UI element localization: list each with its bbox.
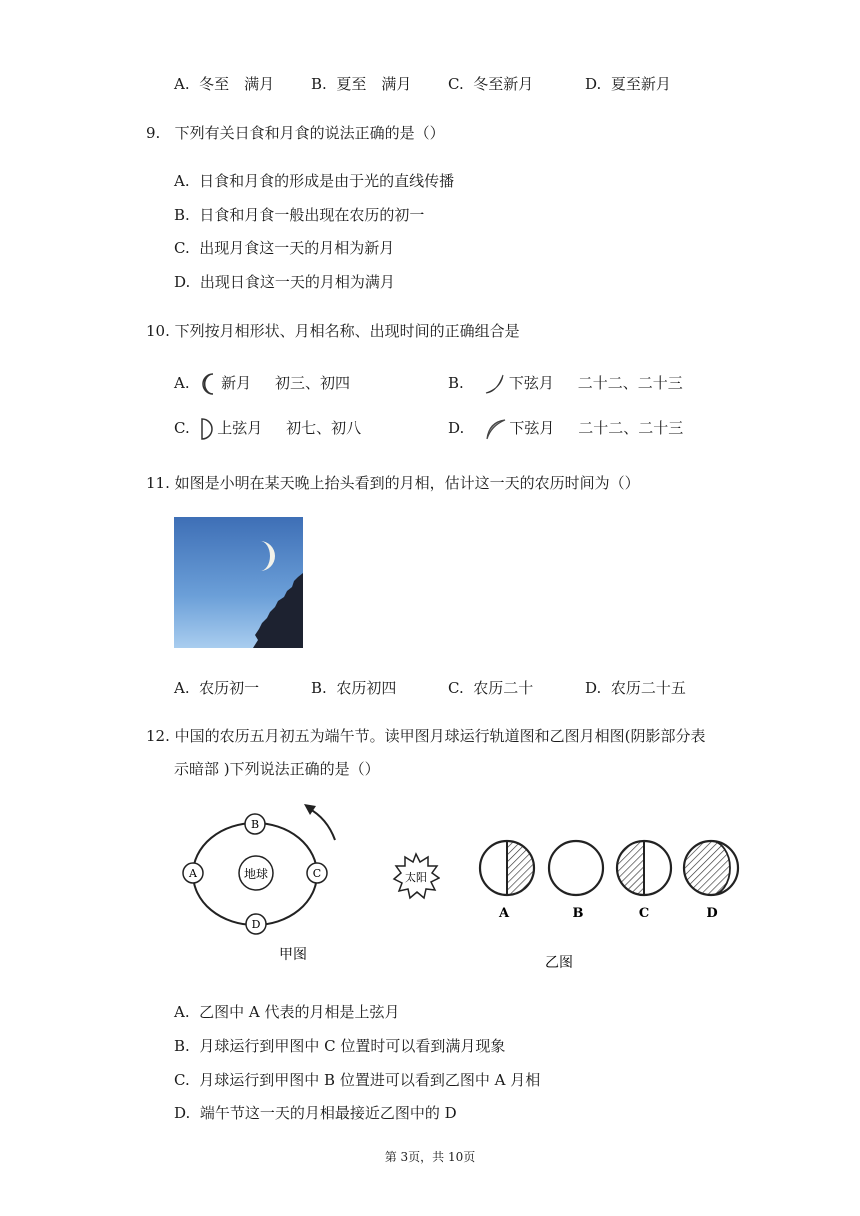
q12-option-b: B. 月球运行到甲图中 C 位置时可以看到满月现象 <box>174 1037 506 1055</box>
orbit-position-a <box>183 863 203 883</box>
q9-option-b: B. 日食和月食一般出现在农历的初一 <box>174 206 425 224</box>
q8-option-b: B. 夏至 满月 <box>311 75 412 93</box>
q12-stem-line1: 12. 中国的农历五月初五为端午节。读甲图月球运行轨道图和乙图月相图(阴影部分表 <box>146 727 706 745</box>
q12-option-d: D. 端午节这一天的月相最接近乙图中的 D <box>174 1104 457 1122</box>
svg-text:地球: 地球 <box>243 867 269 881</box>
earth <box>239 856 273 890</box>
half-moon-icon <box>199 417 215 441</box>
q10-option-b: B. 下弦月 二十二、二十三 <box>448 372 683 396</box>
phase-label-d: D <box>706 906 718 921</box>
phase-label-b: B <box>572 906 584 921</box>
q9-option-d: D. 出现日食这一天的月相为满月 <box>174 273 395 291</box>
q8-option-a: A. 冬至 满月 <box>174 75 275 93</box>
phase-c <box>617 841 671 895</box>
svg-text:D: D <box>251 918 261 931</box>
q10-option-a: A. 新月 初三、初四 <box>174 372 350 396</box>
orbit-figure <box>172 800 372 970</box>
svg-text:A: A <box>189 867 197 880</box>
q12-option-a: A. 乙图中 A 代表的月相是上弦月 <box>174 1003 400 1021</box>
orbit-position-d <box>246 914 266 934</box>
moon-phase-figure <box>470 835 750 975</box>
waning-crescent-icon <box>483 372 507 396</box>
phase-label-a: A <box>498 906 510 921</box>
q11-option-b: B. 农历初四 <box>311 679 397 697</box>
q12-stem-line2: 示暗部 )下列说法正确的是（） <box>174 760 380 778</box>
crescent-moon-icon <box>199 372 219 396</box>
phase-label-c: C <box>638 906 650 921</box>
orbit-position-c <box>307 863 327 883</box>
q10-option-c: C. 上弦月 初七、初八 <box>174 417 361 441</box>
q12-option-c: C. 月球运行到甲图中 B 位置进可以看到乙图中 A 月相 <box>174 1071 541 1089</box>
q11-stem: 11. 如图是小明在某天晚上抬头看到的月相，估计这一天的农历时间为（） <box>146 474 640 492</box>
q8-option-d: D. 夏至新月 <box>585 75 671 93</box>
q11-option-a: A. 农历初一 <box>174 679 260 697</box>
q9-option-c: C. 出现月食这一天的月相为新月 <box>174 239 395 257</box>
sun-label: 太阳 <box>405 871 427 884</box>
svg-text:C: C <box>312 867 322 880</box>
q11-option-d: D. 农历二十五 <box>585 679 686 697</box>
q8-option-c: C. 冬至新月 <box>448 75 534 93</box>
phase-a <box>480 841 534 895</box>
q10-option-d: D. 下弦月 二十二、二十三 <box>448 417 683 441</box>
figure-yi-caption: 乙图 <box>545 955 573 971</box>
q11-option-c: C. 农历二十 <box>448 679 534 697</box>
phase-b <box>549 841 603 895</box>
orbit-position-b <box>245 814 265 834</box>
crescent-moon-icon <box>483 417 507 441</box>
phase-d <box>684 841 738 895</box>
svg-text:B: B <box>250 818 260 831</box>
moon-photo <box>174 517 303 648</box>
page-footer: 第 3页，共 10页 <box>384 1150 476 1164</box>
orbit-direction-arrow-icon <box>304 804 335 840</box>
figure-jia-caption: 甲图 <box>279 947 307 963</box>
q9-stem: 9. 下列有关日食和月食的说法正确的是（） <box>146 124 445 142</box>
sun-icon <box>392 852 440 900</box>
q10-stem: 10. 下列按月相形状、月相名称、出现时间的正确组合是 <box>146 322 520 340</box>
q9-option-a: A. 日食和月食的形成是由于光的直线传播 <box>174 172 455 190</box>
